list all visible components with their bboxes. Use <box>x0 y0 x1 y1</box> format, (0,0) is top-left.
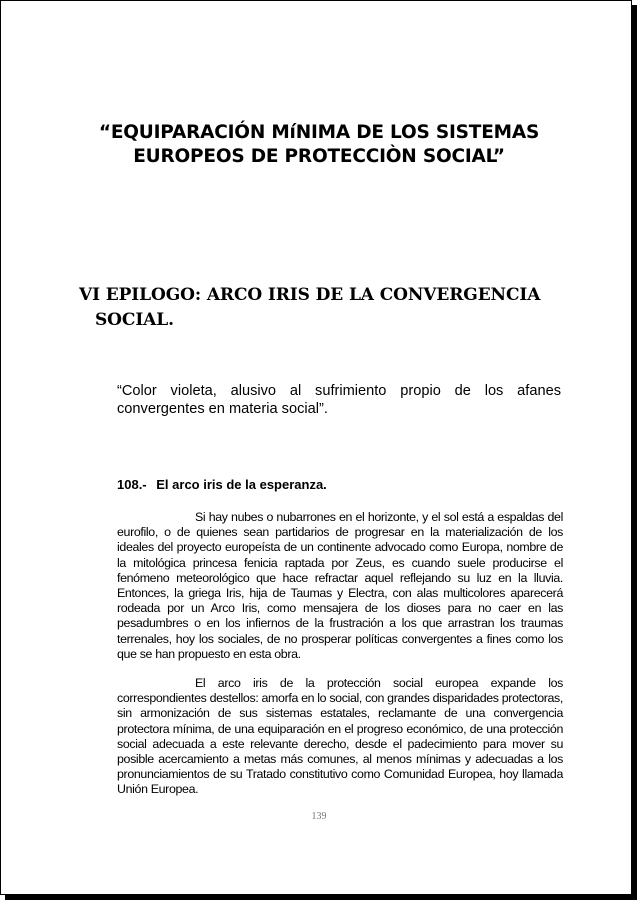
chapter-title-line1: VI EPILOGO: ARCO IRIS DE LA CONVERGENCIA <box>79 285 541 305</box>
section-title: El arco iris de la esperanza. <box>156 477 327 492</box>
page-number: 139 <box>311 811 327 822</box>
chapter-title-line2: SOCIAL. <box>95 310 174 330</box>
section-heading <box>117 477 327 492</box>
document-title: “EQUIPARACIÓN MíNIMA DE LOS SISTEMAS EUROPEOS DE PROTECCIÒN SOCIAL” <box>98 122 540 167</box>
body-text <box>117 510 563 812</box>
paragraph-2: El arco iris de la protección social europea expande los correspondientes destellos: amorfa en lo social, con grandes disparidades protectoras, sin armonización de sus sistemas estatales, reclamante de una convergencia protectora mínima, de una equiparación en el progreso económico, de una protección social adecuada a este relevante derecho, desde el padecimiento para mover su posible acercamiento a metas más comunes, al menos mínimas y adecuadas a los pronunciamientos de su Tratado constitutivo como Comunidad Europea, hoy llamada Unión Europea. <box>117 676 563 797</box>
section-number: 108.- <box>117 477 147 492</box>
epigraph-quote: “Color violeta, alusivo al sufrimiento propio de los afanes convergentes en materia social”. <box>117 383 561 417</box>
chapter-title <box>79 283 579 333</box>
paragraph-1: Si hay nubes o nubarrones en el horizonte, y el sol está a espaldas del eurofilo, o de quienes sean partidarios de progresar en la materialización de los ideales del proyecto europeísta de un continente advocado como Europa, nombre de la mitológica princesa fenicia raptada por Zeus, es cuando suele producirse el fenómeno meteorológico que hace refractar aquel reflejando su luz en la lluvia. Entonces, la griega Iris, hija de Taumas y Electra, con alas multicolores aparecerá rodeada por un Arco Iris, como mensajera de los dioses para no caer en las pesadumbres o en los infiernos de la frustración a los que arrastran los traumas terrenales, hoy los sociales, de no prosperar políticas convergentes a fines como los que se han propuesto en esta obra. <box>117 510 563 661</box>
